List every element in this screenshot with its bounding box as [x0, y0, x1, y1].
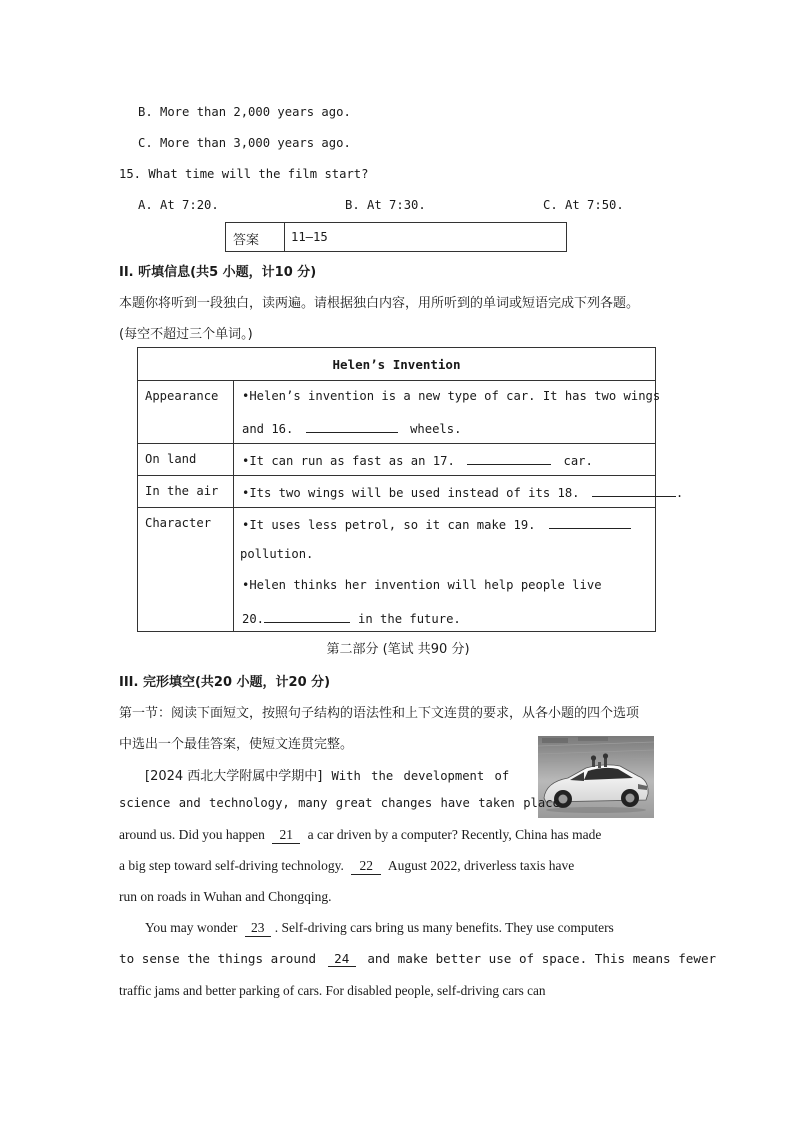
answer-range: 11—15 — [291, 230, 328, 244]
table-divider — [138, 507, 655, 508]
character-text-line3: •Helen thinks her invention will help people live — [242, 578, 602, 592]
table-divider — [138, 475, 655, 476]
appearance-text-line1: •Helen’s invention is a new type of car. It has two wings — [242, 389, 661, 403]
passage-line4-start: a big step toward self-driving technology. — [119, 858, 344, 873]
character-text-line2: pollution. — [240, 547, 314, 561]
section3-heading: III. 完形填空(共20 小题，计20 分) — [119, 675, 331, 690]
blank-20[interactable] — [264, 610, 350, 623]
table-label-character: Character — [145, 516, 212, 530]
part2-heading-text: 第二部分 (笔试 共90 分) — [326, 642, 470, 657]
passage-line6-end: . Self-driving cars bring us many benefits. They use computers — [274, 920, 614, 935]
q15-option-c: C. At 7:50. — [543, 198, 624, 212]
answer-box-divider — [284, 223, 285, 251]
table-label-in-the-air: In the air — [145, 484, 219, 498]
section2-heading: II. 听填信息(共5 小题，计10 分) — [119, 265, 317, 280]
character-text4-suffix: in the future. — [358, 612, 461, 626]
passage-source: [2024 西北大学附属中学期中] — [145, 769, 323, 784]
character-text-line4 — [242, 610, 461, 626]
passage-line5: run on roads in Wuhan and Chongqing. — [119, 889, 332, 904]
blank-24[interactable]: 24 — [328, 951, 356, 967]
passage-line1-text: With the development of — [331, 769, 510, 783]
appearance-text-suffix: wheels. — [410, 422, 462, 436]
table-label-on-land: On land — [145, 452, 197, 466]
blank-19[interactable] — [549, 516, 631, 529]
section2-instruction-line2: (每空不超过三个单词。) — [119, 327, 253, 342]
inair-text — [242, 484, 683, 500]
answer-label: 答案 — [233, 233, 260, 248]
table-label-appearance: Appearance — [145, 389, 219, 403]
inair-text-prefix: •Its two wings will be used instead of its 18. — [242, 486, 580, 500]
section2-instruction-line1: 本题你将听到一段独白，读两遍。请根据独白内容，用所听到的单词或短语完成下列各题。 — [119, 296, 640, 311]
q15-option-a: A. At 7:20. — [138, 198, 219, 212]
q15-option-b: B. At 7:30. — [345, 198, 426, 212]
answer-box — [225, 222, 567, 252]
passage-line3 — [119, 827, 601, 844]
passage-line6 — [145, 920, 614, 937]
passage-line3-end: a car driven by a computer? Recently, China has made — [307, 827, 602, 842]
invention-table — [137, 347, 684, 632]
appearance-text-prefix: and 16. — [242, 422, 294, 436]
passage-line4 — [119, 858, 574, 875]
passage-line6-start: You may wonder — [145, 920, 238, 935]
passage-line2: science and technology, many great changes have taken place — [119, 796, 560, 810]
passage-line7 — [119, 951, 716, 967]
blank-18[interactable] — [592, 484, 676, 497]
q14-option-b: B. More than 2,000 years ago. — [138, 105, 351, 119]
blank-23[interactable]: 23 — [245, 920, 271, 937]
character-text-line1 — [242, 516, 631, 532]
table-divider — [138, 380, 655, 381]
table-divider — [138, 443, 655, 444]
section3-instruction-line1: 第一节：阅读下面短文，按照句子结构的语法性和上下文连贯的要求，从各小题的四个选项 — [119, 706, 640, 721]
inair-text-suffix: . — [675, 486, 684, 500]
passage-line7-end: and make better use of space. This means fewer — [367, 951, 717, 966]
character-text1: •It uses less petrol, so it can make 19. — [242, 518, 536, 532]
q14-option-c: C. More than 3,000 years ago. — [138, 136, 351, 150]
table-column-divider — [233, 380, 234, 631]
passage-line8: traffic jams and better parking of cars. For disabled people, self-driving cars can — [119, 983, 546, 998]
blank-17[interactable] — [467, 452, 551, 465]
passage-line4-end: August 2022, driverless taxis have — [387, 858, 575, 873]
passage-line7-start: to sense the things around — [119, 951, 317, 966]
table-title: Helen’s Invention — [332, 357, 461, 372]
blank-22[interactable]: 22 — [351, 858, 381, 875]
onland-text — [242, 452, 593, 468]
part2-heading — [0, 638, 794, 657]
blank-16[interactable] — [306, 420, 398, 433]
passage-line1 — [145, 765, 509, 784]
passage-line3-start: around us. Did you happen — [119, 827, 265, 842]
onland-text-suffix: car. — [563, 454, 593, 468]
character-text4-prefix: 20. — [242, 612, 265, 626]
q15-question: 15. What time will the film start? — [119, 167, 369, 181]
blank-21[interactable]: 21 — [272, 827, 300, 844]
onland-text-prefix: •It can run as fast as an 17. — [242, 454, 455, 468]
section3-instruction-line2: 中选出一个最佳答案，使短文连贯完整。 — [119, 737, 354, 752]
appearance-text-line2 — [242, 420, 461, 436]
